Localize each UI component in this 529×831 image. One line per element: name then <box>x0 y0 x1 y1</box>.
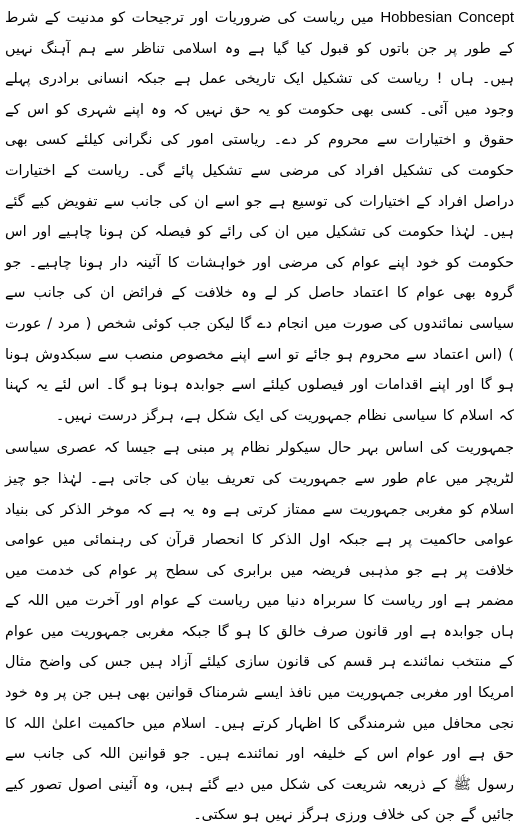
paragraph-2-text: جمہوریت کی اساس بہر حال سیکولر نظام پر مبنی ہے جیسا کہ عصری سیاسی لٹریچر میں عام طور سے جمہوریت کی تعریف بیان کی جاتی ہے۔ لہٰذا جو چیز اسلام کو مغربی جمہوریت سے ممتاز کرتی ہے وہ یہ ہے کہ موخر الذکر کی بنیاد عوامی حاکمیت پر ہے جبکہ اول الذکر کا انحصار قرآن کی رہنمائی میں عوامی خلافت پر ہے جو مذہبی فریضہ میں برابری کی سطح پر عوام کی خدمت میں مضمر ہے اور ریاست کا سربراہ دنیا میں ریاست کے عوام اور آخرت میں اللہ کے ہاں جوابدہ ہے اور قانون صرف خالق کا ہو گا جبکہ مغربی جمہوریت میں عوام کے منتخب نمائندے ہر قسم کی قانون سازی کیلئے آزاد ہیں جس کی واضح مثال امریکا اور مغربی جمہوریت میں نافذ ایسے شرمناک قوانین بھی ہیں جن پر وہ خود نجی محافل میں شرمندگی کا اظہار کرتے ہیں۔ اسلام میں حاکمیت اعلیٰ اللہ کا حق ہے اور عوام اس کے خلیفہ اور نمائندے ہیں۔ جو قوانین اللہ کی جانب سے رسول ﷺ کے ذریعہ شریعت کی شکل میں دیے گئے ہیں، وہ آئینی اصول تصور کیے جائیں گے جن کی خلاف ورزی ہرگز نہیں ہو سکتی۔ <box>5 440 514 824</box>
paragraph-1-text: میں ریاست کی ضروریات اور ترجیحات کو مدنیت کے شرط کے طور پر جن باتوں کو قبول کیا گیا ہے وہ اسلامی تناظر سے ہم آہنگ نہیں ہیں۔ ہاں ! ریاست کی تشکیل ایک تاریخی عمل ہے جبکہ انسانی برادری پہلے وجود میں آئی۔ کسی بھی حکومت کو یہ حق نہیں کہ وہ اپنے شہری کو اس کے حقوق و اختیارات سے محروم کر دے۔ ریاستی امور کی نگرانی کیلئے کسی بھی حکومت کی تشکیل افراد کی مرضی سے تشکیل پائے گی۔ ریاست کے اختیارات دراصل افراد کے اختیارات کی توسیع ہے جو اسے ان کی جانب سے تفویض کیے گئے ہیں۔ لہٰذا حکومت کی تشکیل میں ان کی رائے کو فیصلہ کن ہونا چاہیے اور اس حکومت کو خود اپنے عوام کی مرضی اور خواہشات کا آئینہ دار ہونا چاہیے۔ جو گروہ بھی عوام کا اعتماد حاصل کر لے وہ خلافت کے فرائض ان کی جانب سے سیاسی نمائندوں کی صورت میں انجام دے گا لیکن جب کوئی شخص ( مرد / عورت ) (اس اعتماد سے محروم ہو جائے تو اسے اپنے مخصوص منصب سے سبکدوش ہونا ہو گا اور اپنے اقدامات اور فیصلوں کیلئے اسے جوابدہ ہونا ہو گا۔ اس لئے یہ کہنا کہ اسلام کا سیاسی نظام جمہوریت کی ایک شکل ہے، ہرگز درست نہیں۔ <box>5 10 514 424</box>
hobbesian-concept-term: Hobbesian Concept <box>380 9 514 26</box>
paragraph-2 <box>5 433 514 831</box>
paragraph-1 <box>5 0 514 431</box>
